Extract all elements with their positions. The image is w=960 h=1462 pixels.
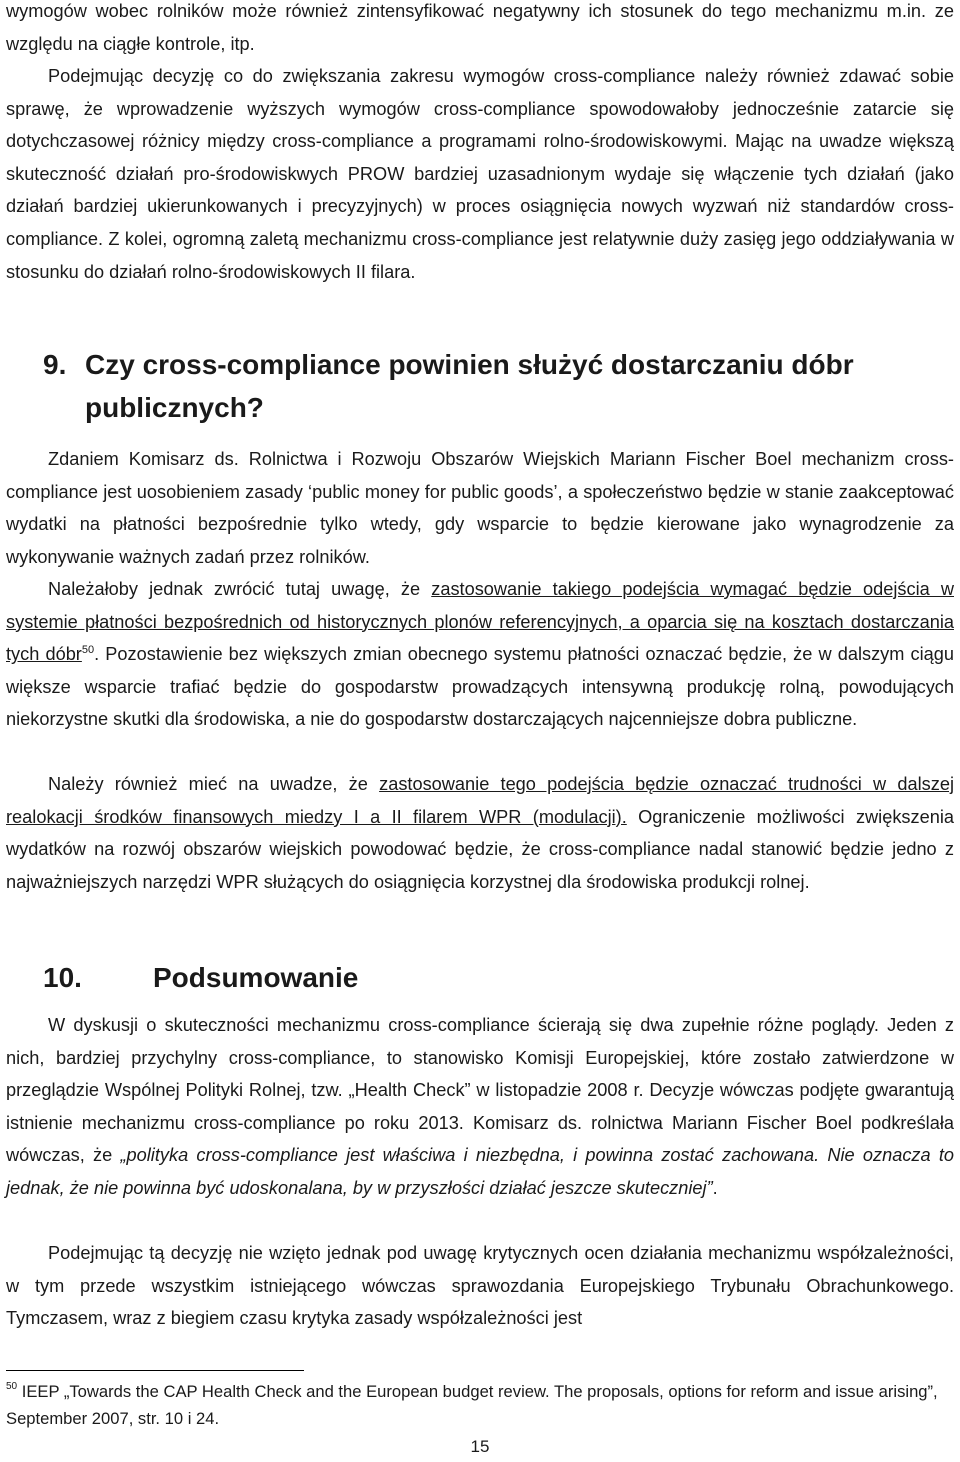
paragraph-6 xyxy=(6,1009,954,1205)
paragraph-4-text-rest: . Pozostawienie bez większych zmian obecnego systemu płatności oznaczać będzie, że w dalszym ciągu większe wsparcie trafiać będzie do gospodarstw prowadzących intensywną produkcję rolną, powodujących niekorzystne skutki dla środowiska, a nie do gospodarstw dostarczających najcenniejsze dobra publiczne. xyxy=(6,644,955,730)
footnote xyxy=(6,1378,954,1432)
section-10-title: Podsumowanie xyxy=(153,962,359,993)
paragraph-1-text: wymogów wobec rolników może również zintensyfikować negatywny ich stosunek do tego mechanizmu m.in. ze względu na ciągłe kontrole, itp. xyxy=(6,1,954,54)
section-9-number: 9. xyxy=(43,349,67,380)
paragraph-5-underlined: zastosowanie tego podejścia będzie oznaczać trudności w dalszej realokacji środków finansowych miedzy I a II filarem WPR (modulacji). xyxy=(6,774,954,827)
footnote-ref-50: 50 xyxy=(81,644,95,657)
paragraph-4-text: Należałoby jednak zwrócić tutaj uwagę, że xyxy=(48,579,432,599)
paragraph-5-text: Należy również mieć na uwadze, że xyxy=(48,774,380,794)
paragraph-3-text: Zdaniem Komisarz ds. Rolnictwa i Rozwoju Obszarów Wiejskich Mariann Fischer Boel mechanizm cross-compliance jest uosobieniem zasady ‘public money for public goods’, a społeczeństwo będzie w stanie zaakceptować wydatki na płatności bezpośrednie tylko wtedy, gdy wsparcie to będzie kierowane jako wynagrodzenie za wykonywanie ważnych zadań przez rolników. xyxy=(6,449,954,567)
paragraph-4-underlined: zastosowanie takiego podejścia wymagać będzie odejścia w systemie płatności bezpośrednich od historycznych plonów referencyjnych, a oparcia się na kosztach dostarczania tych dóbr xyxy=(6,579,954,665)
paragraph-7 xyxy=(6,1237,954,1335)
paragraph-6-text: W dyskusji o skuteczności mechanizmu cross-compliance ścierają się dwa zupełnie różne poglądy. Jeden z nich, bardziej przychylny cross-compliance, to stanowisko Komisji Europejskiej, które zostało zatwierdzone w przeglądzie Wspólnej Polityki Rolnej, tzw. „Health Check” w listopadzie 2008 r. Decyzje wówczas podjęte gwarantują istnienie mechanizmu cross-compliance po roku 2013. Komisarz ds. rolnictwa Mariann Fischer Boel podkreślała wówczas, że xyxy=(6,1015,954,1166)
paragraph-4 xyxy=(6,573,954,736)
paragraph-5-text-rest: Ograniczenie możliwości zwiększenia wydatków na rozwój obszarów wiejskich powodować będzie, że cross-compliance nadal stanowić będzie jedno z najważniejszych narzędzi WPR służących do osiągnięcia korzystnej dla środowiska produkcji rolnej. xyxy=(6,806,954,892)
footnote-separator xyxy=(6,1370,304,1371)
section-9-title-line2: publicznych? xyxy=(85,392,264,423)
footnote-number: 50 xyxy=(6,1381,18,1392)
page-number: 15 xyxy=(470,1437,490,1456)
section-10-number: 10. xyxy=(43,962,82,993)
paragraph-6-text-end: . xyxy=(712,1177,718,1198)
section-10-heading xyxy=(6,956,954,999)
paragraph-6-quote: „polityka cross-compliance jest właściwa i niezbędna, i powinna zostać zachowana. Nie oznacza to jednak, że nie powinna być udoskonalana, by w przyszłości działać jeszcze skuteczniej” xyxy=(6,1145,955,1198)
paragraph-1 xyxy=(6,0,954,60)
paragraph-2-text: Podejmując decyzję co do zwiększania zakresu wymogów cross-compliance należy również zdawać sobie sprawę, że wprowadzenie wyższych wymogów cross-compliance spowodowałoby jednocześnie zatarcie się dotychczasowej różnicy między cross-compliance a programami rolno-środowiskowymi. Mając na uwadze większą skuteczność działań pro-środowiskwych PROW bardziej uzasadnionym wydaje się włączenie tych działań (jako działań bardziej ukierunkowanych i precyzyjnych) w proces osiągnięcia nowych wyzwań niż standardów cross-compliance. Z kolei, ogromną zaletą mechanizmu cross-compliance jest relatywnie duży zasięg jego oddziaływania w stosunku do działań rolno-środowiskowych II filara. xyxy=(6,66,954,282)
section-9-title-line1: Czy cross-compliance powinien służyć dostarczaniu dóbr xyxy=(85,349,854,380)
section-9-heading xyxy=(6,343,954,429)
footnote-text: IEEP „Towards the CAP Health Check and the European budget review. The proposals, options for reform and issue arising”, September 2007, str. 10 i 24. xyxy=(6,1382,938,1428)
paragraph-7-text: Podejmując tą decyzję nie wzięto jednak pod uwagę krytycznych ocen działania mechanizmu współzależności, w tym przede wszystkim istniejącego wówczas sprawozdania Europejskiego Trybunału Obrachunkowego. Tymczasem, wraz z biegiem czasu krytyka zasady współzależności jest xyxy=(6,1243,954,1329)
paragraph-3 xyxy=(6,443,954,573)
paragraph-5 xyxy=(6,768,954,898)
paragraph-2 xyxy=(6,60,954,288)
